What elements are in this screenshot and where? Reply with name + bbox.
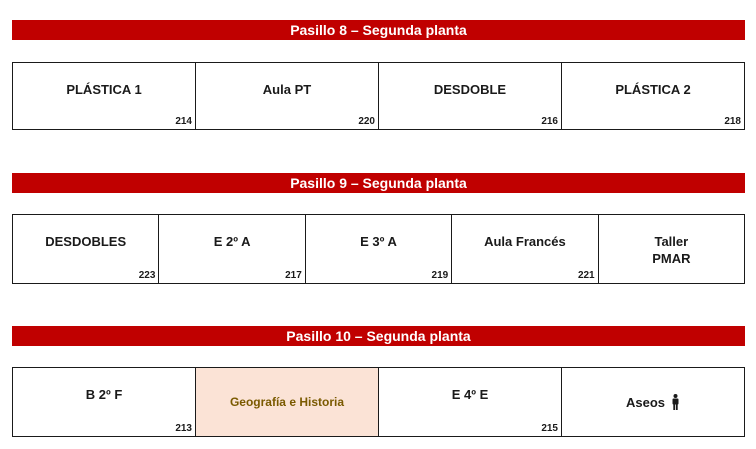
room-cell (306, 215, 452, 283)
room-name: E 4º E (451, 387, 489, 402)
room-name: E 3º A (360, 234, 397, 249)
room-cell (599, 215, 744, 283)
room-number: 219 (431, 270, 449, 281)
room-name: DESDOBLE (433, 82, 507, 97)
room-cell (13, 368, 196, 436)
room-row (12, 367, 745, 437)
room-number: 221 (577, 270, 595, 281)
room-name: Aula Francés (484, 234, 566, 249)
room-cell (379, 63, 562, 129)
room-number: 215 (541, 423, 558, 434)
person-icon (671, 394, 680, 410)
room-name: B 2º F (85, 387, 123, 402)
room-name: Taller PMAR (652, 234, 691, 266)
room-row (12, 214, 745, 284)
room-name: Geografía e Historia (229, 394, 345, 409)
section-pasillo-8 (12, 20, 745, 127)
room-number: 213 (175, 423, 192, 434)
room-cell (159, 215, 305, 283)
room-name: E 2º A (213, 234, 251, 249)
room-number: 218 (724, 116, 741, 127)
room-name: Aula PT (262, 82, 312, 97)
room-cell (13, 63, 196, 129)
room-name: PLÁSTICA 2 (615, 82, 691, 97)
room-cell-highlighted (196, 368, 379, 436)
section-header: Pasillo 10 – Segunda planta (12, 326, 745, 346)
room-cell-restroom (562, 368, 744, 436)
room-name-wrap (562, 368, 744, 436)
section-header: Pasillo 9 – Segunda planta (12, 173, 745, 193)
room-number: 216 (541, 116, 558, 127)
section-pasillo-9 (12, 173, 745, 281)
room-number: 223 (138, 270, 156, 281)
section-pasillo-10 (12, 326, 745, 434)
room-number: 217 (285, 270, 302, 281)
room-cell (562, 63, 744, 129)
room-name: Aseos (625, 394, 666, 410)
room-row (12, 62, 745, 130)
room-number: 214 (175, 116, 192, 127)
room-cell (452, 215, 598, 283)
room-cell (13, 215, 159, 283)
room-name: PLÁSTICA 1 (66, 82, 142, 97)
room-cell (379, 368, 562, 436)
room-name: DESDOBLES (45, 234, 127, 249)
room-cell (196, 63, 379, 129)
room-number: 220 (358, 116, 375, 127)
section-header: Pasillo 8 – Segunda planta (12, 20, 745, 40)
